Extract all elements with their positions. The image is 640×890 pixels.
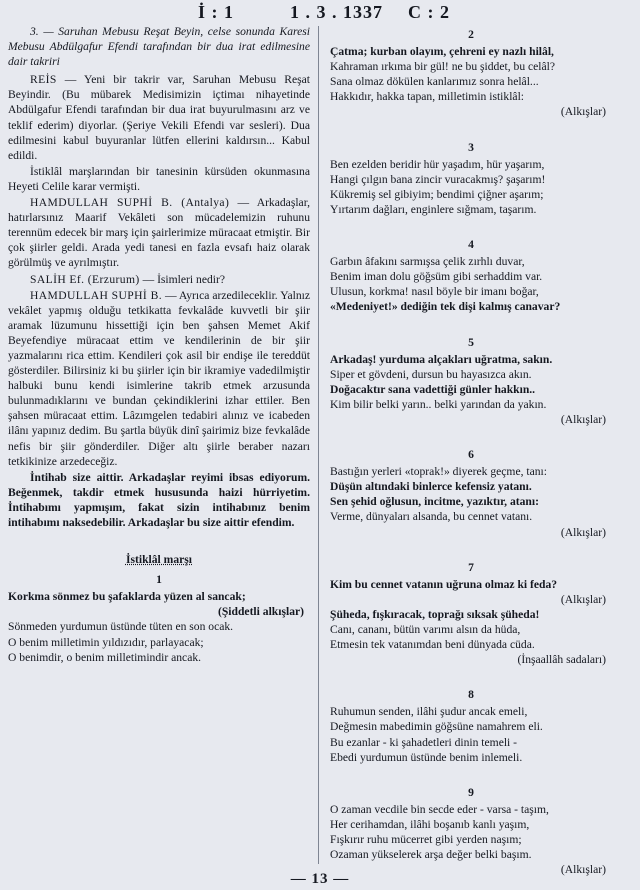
hamdullah-text-1: — Arkadaşlar, hatırlarsınız Maarif Vekâleti son mücadelemizin ruhunu terennüm edecek bir marş için şairlerimize müracaat etmiştir. Bir çok şiirler geldi. Arada yedi tanesi en fazla evsafı haiz olarak görülmüş ve ayrılmıştır. xyxy=(8,196,310,270)
stanza-gap xyxy=(330,667,612,684)
intihab-paragraph: İntihab size aittir. Arkadaşlar reyimi ibsas ediyorum. Beğenmek, takdir etmek hususunda haizi hürriyetim. İntihabımı yapmışım, fakat sizin intihabınız benim intihabımı naksedebilir. Arkadaşlar bu size aittir efendim. xyxy=(8,470,310,529)
hamdullah-paragraph-1 xyxy=(8,195,310,270)
verse-line: Sönmeden yurdumun üstünde tüten en son ocak. xyxy=(8,620,234,634)
verse-line: Şüheda, fışkıracak, toprağı sıksak şüheda! xyxy=(330,607,540,621)
stanza-number: 7 xyxy=(468,560,474,574)
verse-line: Benim iman dolu göğsüm gibi serhaddim var. xyxy=(330,270,543,284)
takrir-title: 3. — Saruhan Mebusu Reşat Beyin, celse sonunda Karesi Mebusu Abdülgafur Efendi tarafından bir dua irat edilmesine dair takriri xyxy=(8,25,310,69)
applause-note: (Şiddetli alkışlar) xyxy=(218,605,304,619)
speaker-hamdullah: HAMDULLAH SUPHİ B. xyxy=(30,288,162,302)
verse-line: Çatma; kurban olayım, çehreni ey nazlı hilâl, xyxy=(330,45,554,59)
stanza-number: 9 xyxy=(468,785,474,799)
stanza-gap xyxy=(330,765,612,782)
verse-line: «Medeniyet!» dediğin tek dişi kalmış canavar? xyxy=(330,300,561,314)
verse-line: Sen şehid oğlusun, incitme, yazıktır, atanı: xyxy=(330,495,539,509)
stanza-gap xyxy=(330,427,612,444)
verse-line: Etmesin tek vatanımdan beni dünyada cüda. xyxy=(330,638,535,652)
verse-line: Kükremiş sel gibiyim; bendimi çiğner aşarım; xyxy=(330,187,544,201)
verse-line: Sana olmaz dökülen kanlarımız sonra helâl... xyxy=(330,75,539,89)
march-title: İstiklâl marşı xyxy=(125,553,193,567)
right-column xyxy=(330,24,612,877)
stanza-number: 4 xyxy=(468,238,474,252)
istiklal-paragraph: İstiklâl marşlarından bir tanesinin kürsüden okunmasına Heyeti Celile karar vermişti. xyxy=(8,164,310,193)
verse-line: Siper et gövdeni, dursun bu hayasızca akın. xyxy=(330,367,532,381)
applause-note: (Alkışlar) xyxy=(560,412,606,426)
verse-line: Kahraman ırkıma bir gül! ne bu şiddet, bu celâl? xyxy=(330,60,556,74)
stanza-number: 2 xyxy=(468,28,474,41)
stanza-number: 5 xyxy=(468,335,474,349)
column-divider xyxy=(318,26,319,864)
left-column xyxy=(8,24,310,665)
verse-line: O benimdir, o benim milletimindir ancak. xyxy=(8,650,202,664)
reis-text: — Yeni bir takrir var, Saruhan Mebusu Reşat Beyindir. (Bu mübarek Medisimizin içtimaı nihayetinde Abdülgafur Efendi tarafından bir dua irat buyurulmasını arz ve teklif ederim) diyorlar. (Şeriye Vekili Efendi var sesleri). Dua edilmesini kabul buyuranlar lütfen ellerini kaldırsın... Kabul edildi. xyxy=(8,73,310,162)
verse-line: Fışkırır ruhu mücerret gibi yerden naşım; xyxy=(330,833,522,847)
verse-line: Verme, dünyaları alsanda, bu cennet vatanı. xyxy=(330,510,533,524)
verse-line: Hangi çılgın bana zincir vuracakmış? şaşarım! xyxy=(330,172,546,186)
verse-line: Hakkıdır, hakka tapan, milletimin istiklâl: xyxy=(330,90,525,104)
verse-line: Ebedi yurdumun üstünde benim inlemeli. xyxy=(330,750,523,764)
header-session: İ : 1 xyxy=(198,2,234,22)
header-volume: C : 2 xyxy=(408,2,450,22)
applause-note: (Alkışlar) xyxy=(560,863,606,877)
applause-note: (Alkışlar) xyxy=(560,592,606,606)
applause-note: (İnşaallâh sadaları) xyxy=(517,653,606,667)
verse-line: O zaman vecdile bin secde eder - varsa - taşım, xyxy=(330,802,549,816)
stanza-number: 8 xyxy=(468,688,474,702)
speaker-reis: REİS xyxy=(30,73,57,87)
verse-line: Ruhumun senden, ilâhi şudur ancak emeli, xyxy=(330,705,528,719)
verse-line: O benim milletimin yıldızıdır, parlayacak; xyxy=(8,635,204,649)
stanza-gap xyxy=(330,315,612,332)
verse-line: Ulusun, korkma! nasıl böyle bir imanı boğar, xyxy=(330,285,539,299)
verse-line: Ozaman yükselerek arşa değer belki başım. xyxy=(330,848,532,862)
reis-paragraph xyxy=(8,72,310,163)
verse-line: Değmesin mabedimin göğsüne namahrem eli. xyxy=(330,720,543,734)
verse-line: Bu ezanlar - ki şahadetleri dinin temeli - xyxy=(330,735,518,749)
verse-line: Garbın âfakını sarmışsa çelik zırhlı duvar, xyxy=(330,255,525,269)
page-header xyxy=(0,2,640,22)
verse-line: Ben ezelden beridir hür yaşadım, hür yaşarım, xyxy=(330,157,545,171)
stanza-number: 1 xyxy=(156,573,162,587)
verse-line: Yırtarım dağları, enginlere sığmam, taşarım. xyxy=(330,202,537,216)
verse-line: Doğacaktır sana vadettiği günler hakkın.. xyxy=(330,382,536,396)
verse-line: Canı, cananı, bütün varımı alsın da hüda, xyxy=(330,623,521,636)
stanza-gap xyxy=(330,217,612,234)
speaker-salih: SALİH Ef. (Erzurum) xyxy=(30,272,140,286)
stanza-gap xyxy=(330,540,612,557)
hamdullah-text-2: — Ayrıca arzedileceklir. Yalnız vekâlet yapmış olduğu tetkikatta fevkalâde kuvvetli bir şiir aramak lüzumunu hissettiği için ben şahsen Memet Akif Beyefendiye müracaat ettim ve kendilerinin de bir şiir yazmalarını rica ettim. Kendileri çok asil bir endişe ile tereddüt gösterdiler. Bilirsiniz ki bu şiirler için bir ikramiye vadedilmiştir halbuki bunu kendi isimlerine takrib etmek arzusunda bulunmadıklarını ve bundan çekindiklerini izhar ettiler. Ben şahsen müracaat ettim. Lâzımgelen tedabiri alınız ve icabeden ilânı yapınız dedim. Bu şartla büyük dinî şairimiz bize fevkalâde nefis bir şiir gönderdiler. Diğer altı şiirle beraber nazarı tetkikinize arzedeceğiz. xyxy=(8,288,310,468)
verse-line: Düşün altındaki binlerce kefensiz yatanı. xyxy=(330,480,532,494)
applause-note: (Alkışlar) xyxy=(560,105,606,119)
verse-line: Kim bu cennet vatanın uğruna olmaz ki feda? xyxy=(330,577,558,591)
stanza-gap xyxy=(330,120,612,137)
header-date: 1 . 3 . 1337 xyxy=(290,2,383,22)
salih-text: — İsimleri nedir? xyxy=(139,272,225,286)
stanza-number: 6 xyxy=(468,448,474,462)
verse-line: Her cerihamdan, ilâhi boşanıb kanlı yaşım, xyxy=(330,817,530,831)
stanza-number: 3 xyxy=(468,140,474,154)
page-number: — 13 — xyxy=(290,871,350,887)
applause-note: (Alkışlar) xyxy=(560,525,606,539)
verse-line: Korkma sönmez bu şafaklarda yüzen al sancak; xyxy=(8,590,246,604)
verse-line: Arkadaş! yurduma alçakları uğratma, sakın. xyxy=(330,352,553,366)
salih-paragraph xyxy=(8,272,310,287)
verse-line: Kim bilir belki yarın.. belki yarından da yakın. xyxy=(330,397,547,411)
verse-line: Bastığın yerleri «toprak!» diyerek geçme, tanı: xyxy=(330,465,547,479)
hamdullah-paragraph-2 xyxy=(8,288,310,469)
speaker-hamdullah: HAMDULLAH SUPHİ B. (Antalya) xyxy=(30,196,230,210)
